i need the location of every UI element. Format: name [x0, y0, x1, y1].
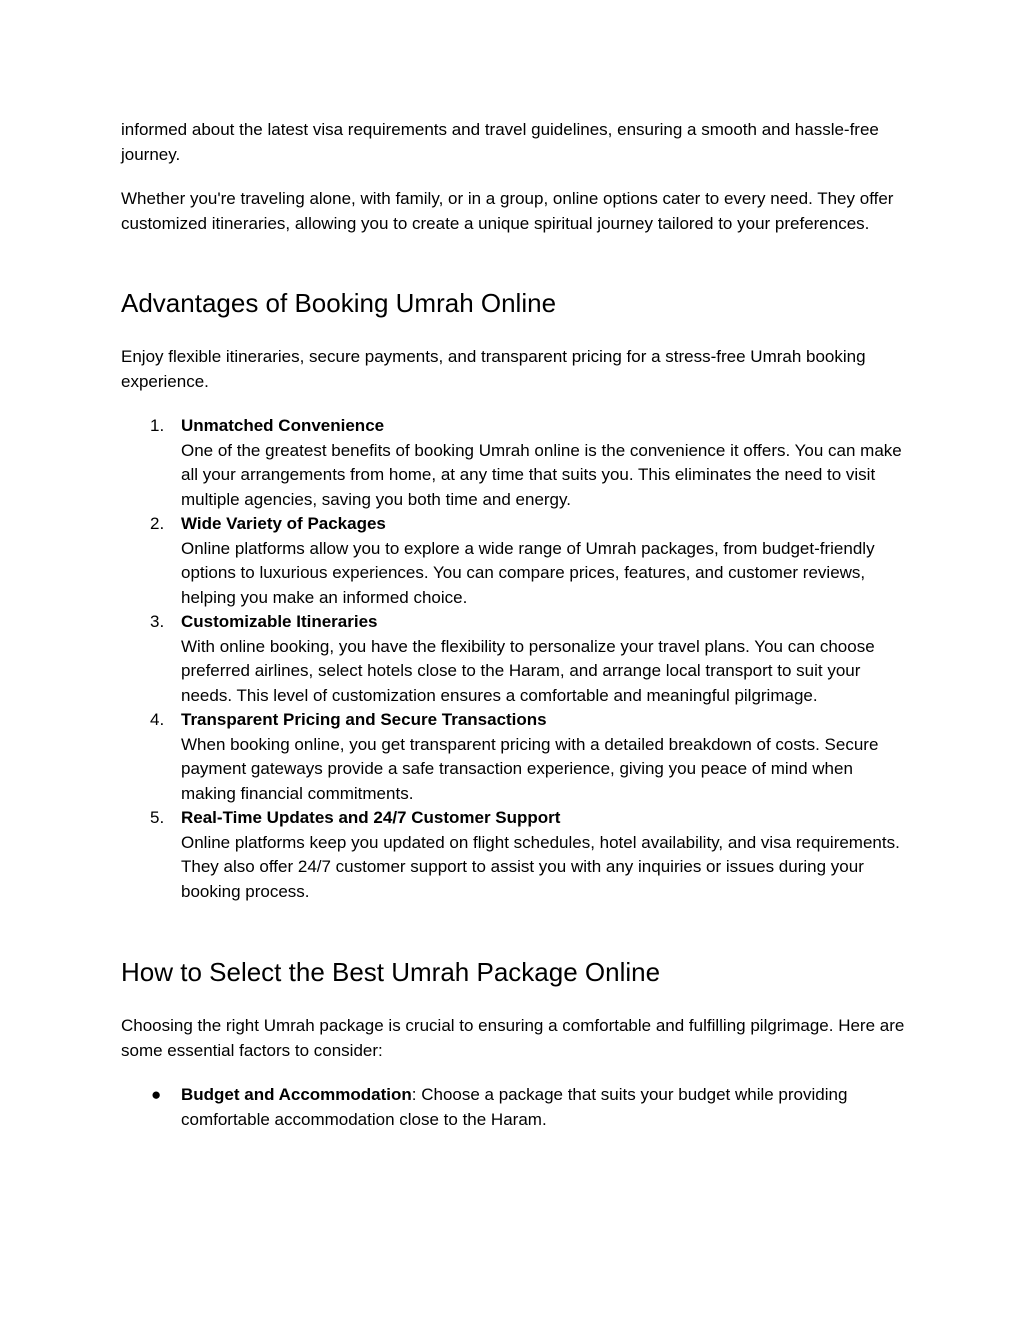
list-item — [121, 708, 911, 806]
advantages-heading: Advantages of Booking Umrah Online — [121, 288, 557, 318]
list-item — [121, 806, 911, 904]
list-number: 1. — [150, 416, 165, 435]
bullet-icon: ● — [151, 1085, 162, 1104]
intro-paragraph-1: informed about the latest visa requirements and travel guidelines, ensuring a smooth and hassle-free journey. — [121, 120, 879, 164]
select-intro: Choosing the right Umrah package is crucial to ensuring a comfortable and fulfilling pilgrimage. Here are some essential factors to consider: — [121, 1016, 905, 1060]
item-body: Online platforms keep you updated on flight schedules, hotel availability, and visa requirements. They also offer 24/7 customer support to assist you with any inquiries or issues during your booking process. — [181, 832, 900, 901]
bullet-title: Budget and Accommodation — [181, 1085, 412, 1104]
advantages-list — [121, 414, 911, 904]
select-heading: How to Select the Best Umrah Package Online — [121, 957, 661, 987]
item-title: Real-Time Updates and 24/7 Customer Support — [181, 808, 561, 827]
list-item — [121, 512, 911, 610]
intro-paragraph-2: Whether you're traveling alone, with family, or in a group, online options cater to every need. They offer customized itineraries, allowing you to create a unique spiritual journey tailored to your preferences. — [121, 189, 894, 233]
advantages-intro: Enjoy flexible itineraries, secure payments, and transparent pricing for a stress-free Umrah booking experience. — [121, 347, 866, 391]
item-body: When booking online, you get transparent pricing with a detailed breakdown of costs. Secure payment gateways provide a safe transaction experience, giving you peace of mind when making financial commitments. — [181, 734, 879, 803]
list-item — [121, 610, 911, 708]
list-number: 5. — [150, 808, 165, 827]
bullet-body: : Choose a package that suits your budget while providing comfortable accommodation close to the Haram. — [181, 1085, 848, 1129]
document-page — [121, 118, 911, 1132]
item-title: Customizable Itineraries — [181, 612, 378, 631]
item-title: Unmatched Convenience — [181, 416, 385, 435]
list-item — [121, 1083, 911, 1132]
item-body: Online platforms allow you to explore a wide range of Umrah packages, from budget-friendly options to luxurious experiences. You can compare prices, features, and customer reviews, helping you make an informed choice. — [181, 538, 875, 607]
item-title: Wide Variety of Packages — [181, 514, 386, 533]
list-number: 4. — [150, 710, 165, 729]
item-body: With online booking, you have the flexibility to personalize your travel plans. You can choose preferred airlines, select hotels close to the Haram, and arrange local transport to suit your needs. This level of customization ensures a comfortable and meaningful pilgrimage. — [181, 636, 875, 705]
list-item — [121, 414, 911, 512]
item-body: One of the greatest benefits of booking Umrah online is the convenience it offers. You can make all your arrangements from home, at any time that suits you. This eliminates the need to visit multiple agencies, saving you both time and energy. — [181, 440, 902, 509]
factors-list — [121, 1083, 911, 1132]
item-title: Transparent Pricing and Secure Transactions — [181, 710, 547, 729]
list-number: 3. — [150, 612, 165, 631]
list-number: 2. — [150, 514, 165, 533]
